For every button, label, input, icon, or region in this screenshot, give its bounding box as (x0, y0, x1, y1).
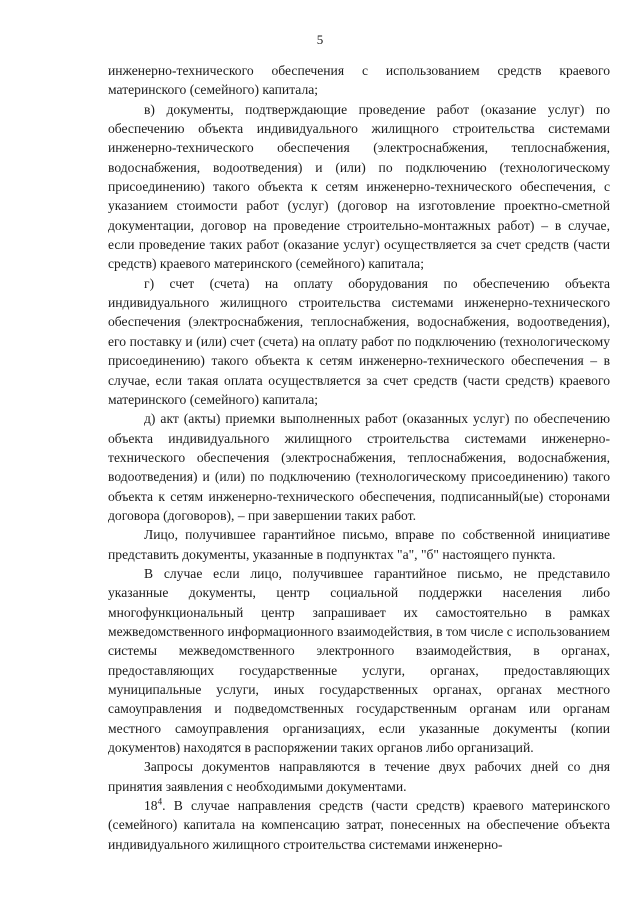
paragraph-18-4 (108, 796, 610, 854)
paragraph-item-g: г) счет (счета) на оплату оборудования по обеспечению объекта индивидуального жилищного строительства системами инженерно-технического обеспечения (электроснабжения, теплоснабжения, водоснабжения, водоотведения), его поставку и (или) счет (счета) на оплату работ по подключению (технологическому присоединению) такого объекта к сетям инженерно-технического обеспечения – в случае, если такая оплата осуществляется за счет средств (части средств) краевого материнского (семейного) капитала; (108, 275, 610, 407)
page-number: 5 (316, 32, 324, 47)
clause-text: . В случае направления средств (части средств) краевого материнского (семейного) капитала на компенсацию затрат, понесенных на обеспечение объекта индивидуального жилищного строительства системами инженерно- (108, 798, 610, 852)
paragraph-item-v: в) документы, подтверждающие проведение работ (оказание услуг) по обеспечению объекта индивидуального жилищного строительства системами инженерно-технического обеспечения (электроснабжения, теплоснабжения, водоснабжения, водоотведения) и (или) по подключению (технологическому присоединению) такого объекта к сетям инженерно-технического обеспечения, с указанием стоимости работ (услуг) (договор на изготовление проектно-сметной документации, договор на проведение строительно-монтажных работ) – в случае, если проведение таких работ (оказание услуг) осуществляется за счет средств (части средств) краевого материнского (семейного) капитала; (108, 101, 610, 272)
clause-superscript: 4 (157, 796, 163, 807)
paragraph-item-d: д) акт (акты) приемки выполненных работ (оказанных услуг) по обеспечению объекта индивидуального жилищного строительства системами инженерно-технического обеспечения (электроснабжения, теплоснабжения, водоснабжения, водоотведения) и (или) по подключению (технологическому присоединению) такого объекта к сетям инженерно-технического обеспечения, подписанный(ые) сторонами договора (договоров), – при завершении таких работ. (108, 411, 610, 523)
document-body (108, 61, 610, 854)
paragraph-own-initiative: Лицо, получившее гарантийное письмо, вправе по собственной инициативе представить документы, указанные в подпунктах "а", "б" настоящего пункта. (108, 527, 610, 562)
paragraph-request-deadline: Запросы документов направляются в течение двух рабочих дней со дня принятия заявления с необходимыми документами. (108, 759, 610, 794)
clause-number: 18 (144, 798, 158, 814)
paragraph-interagency-request: В случае если лицо, получившее гарантийное письмо, не представило указанные документы, центр социальной поддержки населения либо многофункциональный центр запрашивает их самостоятельно в рамках межведомственного информационного взаимодействия, в том числе с использованием системы межведомственного электронного взаимодействия, в органах, предоставляющих государственные услуги, органах, предоставляющих муниципальные услуги, иных государственных органах, органах местного самоуправления и подведомственных государственным органам или органам местного самоуправления организациях, если указанные документы (копии документов) находятся в распоряжении таких органов либо организаций. (108, 565, 610, 756)
paragraph-continuation: инженерно-технического обеспечения с использованием средств краевого материнского (семейного) капитала; (108, 63, 610, 98)
